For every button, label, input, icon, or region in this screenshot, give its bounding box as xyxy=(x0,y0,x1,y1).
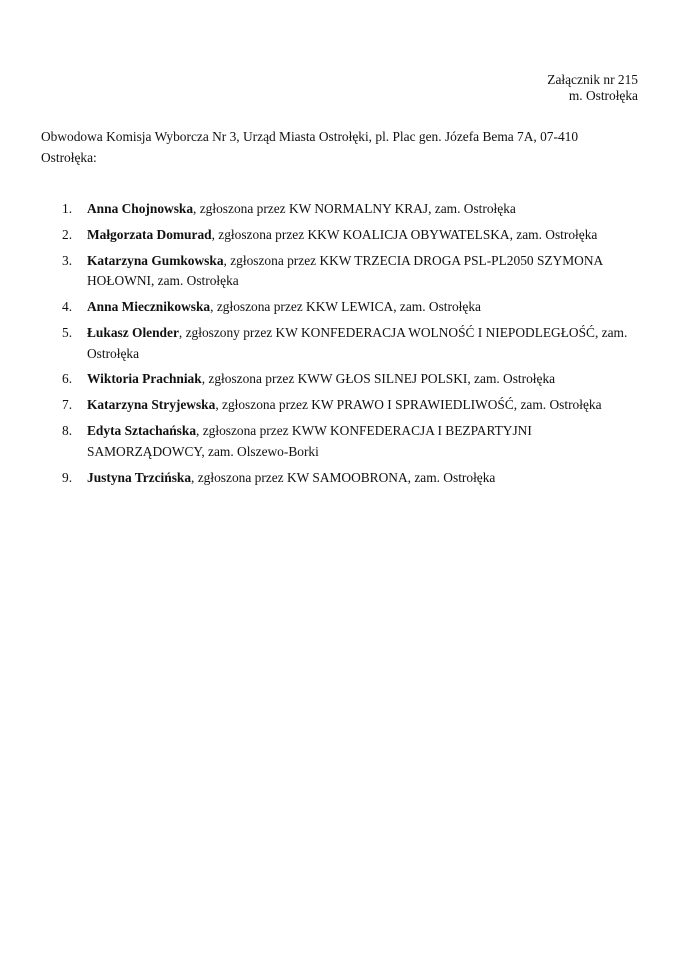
item-number: 2. xyxy=(62,226,73,242)
item-number: 4. xyxy=(62,299,73,315)
attachment-number: Załącznik nr 215 xyxy=(547,72,638,87)
member-details: , zgłoszona przez KW SAMOOBRONA, zam. Ostrołęka xyxy=(191,469,496,485)
item-number: 6. xyxy=(62,371,73,387)
commission-description: Obwodowa Komisja Wyborcza Nr 3, Urząd Miasta Ostrołęki, pl. Plac gen. Józefa Bema 7A, 07-410 Ostrołęka: xyxy=(41,129,579,165)
member-name: Katarzyna Gumkowska xyxy=(87,252,224,268)
item-number: 9. xyxy=(62,469,73,485)
item-number: 8. xyxy=(62,423,73,439)
item-number: 1. xyxy=(62,201,73,216)
member-details: , zgłoszona przez KWW KONFEDERACJA I BEZPARTYJNI SAMORZĄDOWCY, zam. Olszewo-Borki xyxy=(87,423,532,459)
list-item xyxy=(0,297,679,318)
member-details: , zgłoszona przez KKW LEWICA, zam. Ostrołęka xyxy=(210,299,481,315)
city-name: m. Ostrołęka xyxy=(568,88,638,103)
list-item xyxy=(0,369,679,390)
list-item xyxy=(0,225,679,246)
member-details: , zgłoszona przez KW PRAWO I SPRAWIEDLIWOŚĆ, zam. Ostrołęka xyxy=(215,397,602,413)
member-name: Anna Chojnowska xyxy=(87,201,194,216)
item-number: 7. xyxy=(62,397,73,413)
member-name: Katarzyna Stryjewska xyxy=(87,397,216,413)
member-name: Edyta Sztachańska xyxy=(87,423,197,439)
member-name: Wiktoria Prachniak xyxy=(87,371,202,387)
item-number: 3. xyxy=(62,252,73,268)
list-item xyxy=(0,199,679,220)
member-details: , zgłoszony przez KW KONFEDERACJA WOLNOŚĆ I NIEPODLEGŁOŚĆ, zam. Ostrołęka xyxy=(87,325,628,361)
member-name: Anna Miecznikowska xyxy=(87,299,211,315)
member-details: , zgłoszona przez KKW KOALICJA OBYWATELSKA, zam. Ostrołęka xyxy=(211,226,598,242)
list-item xyxy=(0,468,679,489)
member-name: Małgorzata Domurad xyxy=(87,226,212,242)
member-details: , zgłoszona przez KWW GŁOS SILNEJ POLSKI, zam. Ostrołęka xyxy=(201,371,556,387)
list-item xyxy=(0,421,679,462)
list-item xyxy=(0,323,679,364)
member-details: , zgłoszona przez KKW TRZECIA DROGA PSL-PL2050 SZYMONA HOŁOWNI, zam. Ostrołęka xyxy=(87,252,603,289)
item-number: 5. xyxy=(62,325,73,341)
list-item xyxy=(0,395,679,416)
members-list xyxy=(0,199,679,494)
list-item xyxy=(0,251,679,292)
member-name: Justyna Trzcińska xyxy=(87,469,192,485)
document-header xyxy=(547,72,638,104)
member-name: Łukasz Olender xyxy=(87,325,179,341)
member-details: , zgłoszona przez KW NORMALNY KRAJ, zam. Ostrołęka xyxy=(193,201,516,216)
